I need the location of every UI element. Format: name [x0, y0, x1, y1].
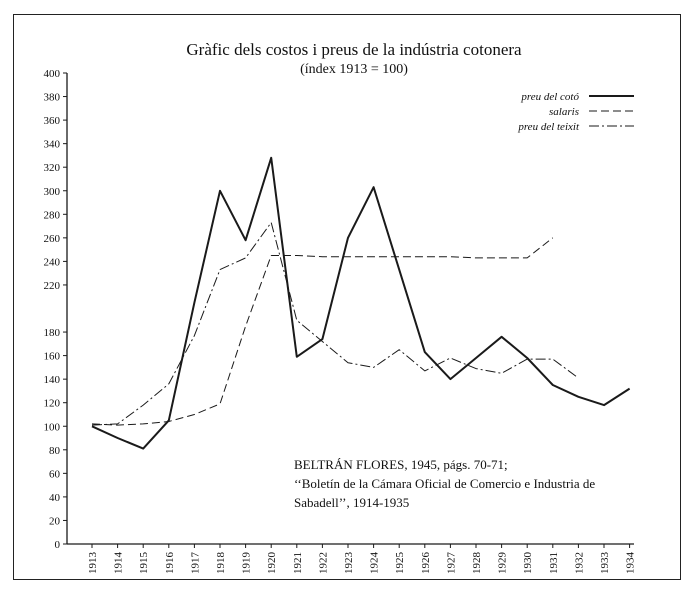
y-tick-label: 340 — [43, 138, 60, 151]
y-tick-label: 40 — [49, 491, 60, 504]
y-tick-label: 120 — [43, 397, 60, 410]
y-tick-label: 180 — [43, 327, 60, 340]
y-tick-label: 80 — [49, 444, 60, 457]
x-tick-label: 1932 — [573, 552, 586, 574]
x-tick-label: 1924 — [368, 552, 381, 574]
y-tick-label: 380 — [43, 91, 60, 104]
chart-frame — [13, 14, 681, 580]
series-line-1 — [92, 238, 553, 425]
x-tick-label: 1921 — [291, 552, 304, 574]
y-ticks — [44, 68, 68, 551]
x-tick-label: 1914 — [112, 552, 125, 574]
source-line-3: Sabadell’’, 1914-1935 — [294, 495, 410, 510]
x-tick-label: 1926 — [419, 552, 432, 574]
y-tick-label: 60 — [49, 468, 60, 481]
source-line-2: ‘‘Boletín de la Cámara Oficial de Comercio e Industria de — [294, 476, 596, 491]
source-note — [294, 457, 595, 510]
chart-svg — [14, 15, 682, 581]
x-tick-label: 1931 — [547, 552, 560, 574]
x-tick-label: 1922 — [317, 552, 330, 574]
legend-label-0: preu del cotó — [521, 91, 579, 103]
legend-label-1: salaris — [549, 106, 579, 118]
series-line-0 — [92, 158, 630, 449]
x-ticks — [87, 544, 637, 574]
chart-subtitle: (índex 1913 = 100) — [300, 62, 408, 77]
x-tick-label: 1928 — [471, 552, 483, 574]
x-tick-label: 1917 — [189, 552, 202, 574]
source-line-1: BELTRÁN FLORES, 1945, págs. 70-71; — [294, 457, 508, 472]
x-tick-label: 1925 — [394, 552, 407, 574]
y-tick-label: 260 — [43, 232, 60, 245]
x-tick-label: 1916 — [163, 552, 176, 574]
x-tick-label: 1919 — [240, 552, 253, 574]
x-tick-label: 1915 — [138, 552, 151, 574]
x-tick-label: 1927 — [445, 552, 458, 574]
x-tick-label: 1913 — [87, 552, 99, 574]
axes — [67, 73, 634, 544]
y-tick-label: 300 — [43, 185, 60, 198]
x-tick-label: 1923 — [343, 552, 355, 574]
x-tick-label: 1929 — [496, 552, 509, 574]
x-tick-label: 1930 — [522, 552, 535, 574]
y-tick-label: 20 — [49, 515, 60, 528]
x-tick-label: 1934 — [624, 552, 637, 574]
series-line-2 — [92, 223, 578, 426]
x-tick-label: 1918 — [215, 552, 227, 574]
y-tick-label: 100 — [43, 421, 60, 434]
series-lines — [92, 158, 630, 449]
y-tick-label: 280 — [43, 209, 60, 222]
x-tick-label: 1933 — [599, 552, 611, 574]
x-tick-label: 1920 — [266, 552, 279, 574]
chart-title: Gràfic dels costos i preus de la indústria cotonera — [186, 40, 522, 59]
y-tick-label: 160 — [43, 350, 60, 363]
legend — [517, 91, 634, 133]
y-tick-label: 360 — [43, 115, 60, 128]
y-tick-label: 240 — [43, 256, 60, 269]
y-tick-label: 400 — [43, 68, 60, 80]
y-tick-label: 0 — [54, 539, 60, 551]
y-tick-label: 140 — [43, 374, 60, 387]
y-tick-label: 220 — [43, 279, 60, 292]
y-tick-label: 320 — [43, 162, 60, 175]
legend-label-2: preu del teixit — [518, 121, 579, 133]
